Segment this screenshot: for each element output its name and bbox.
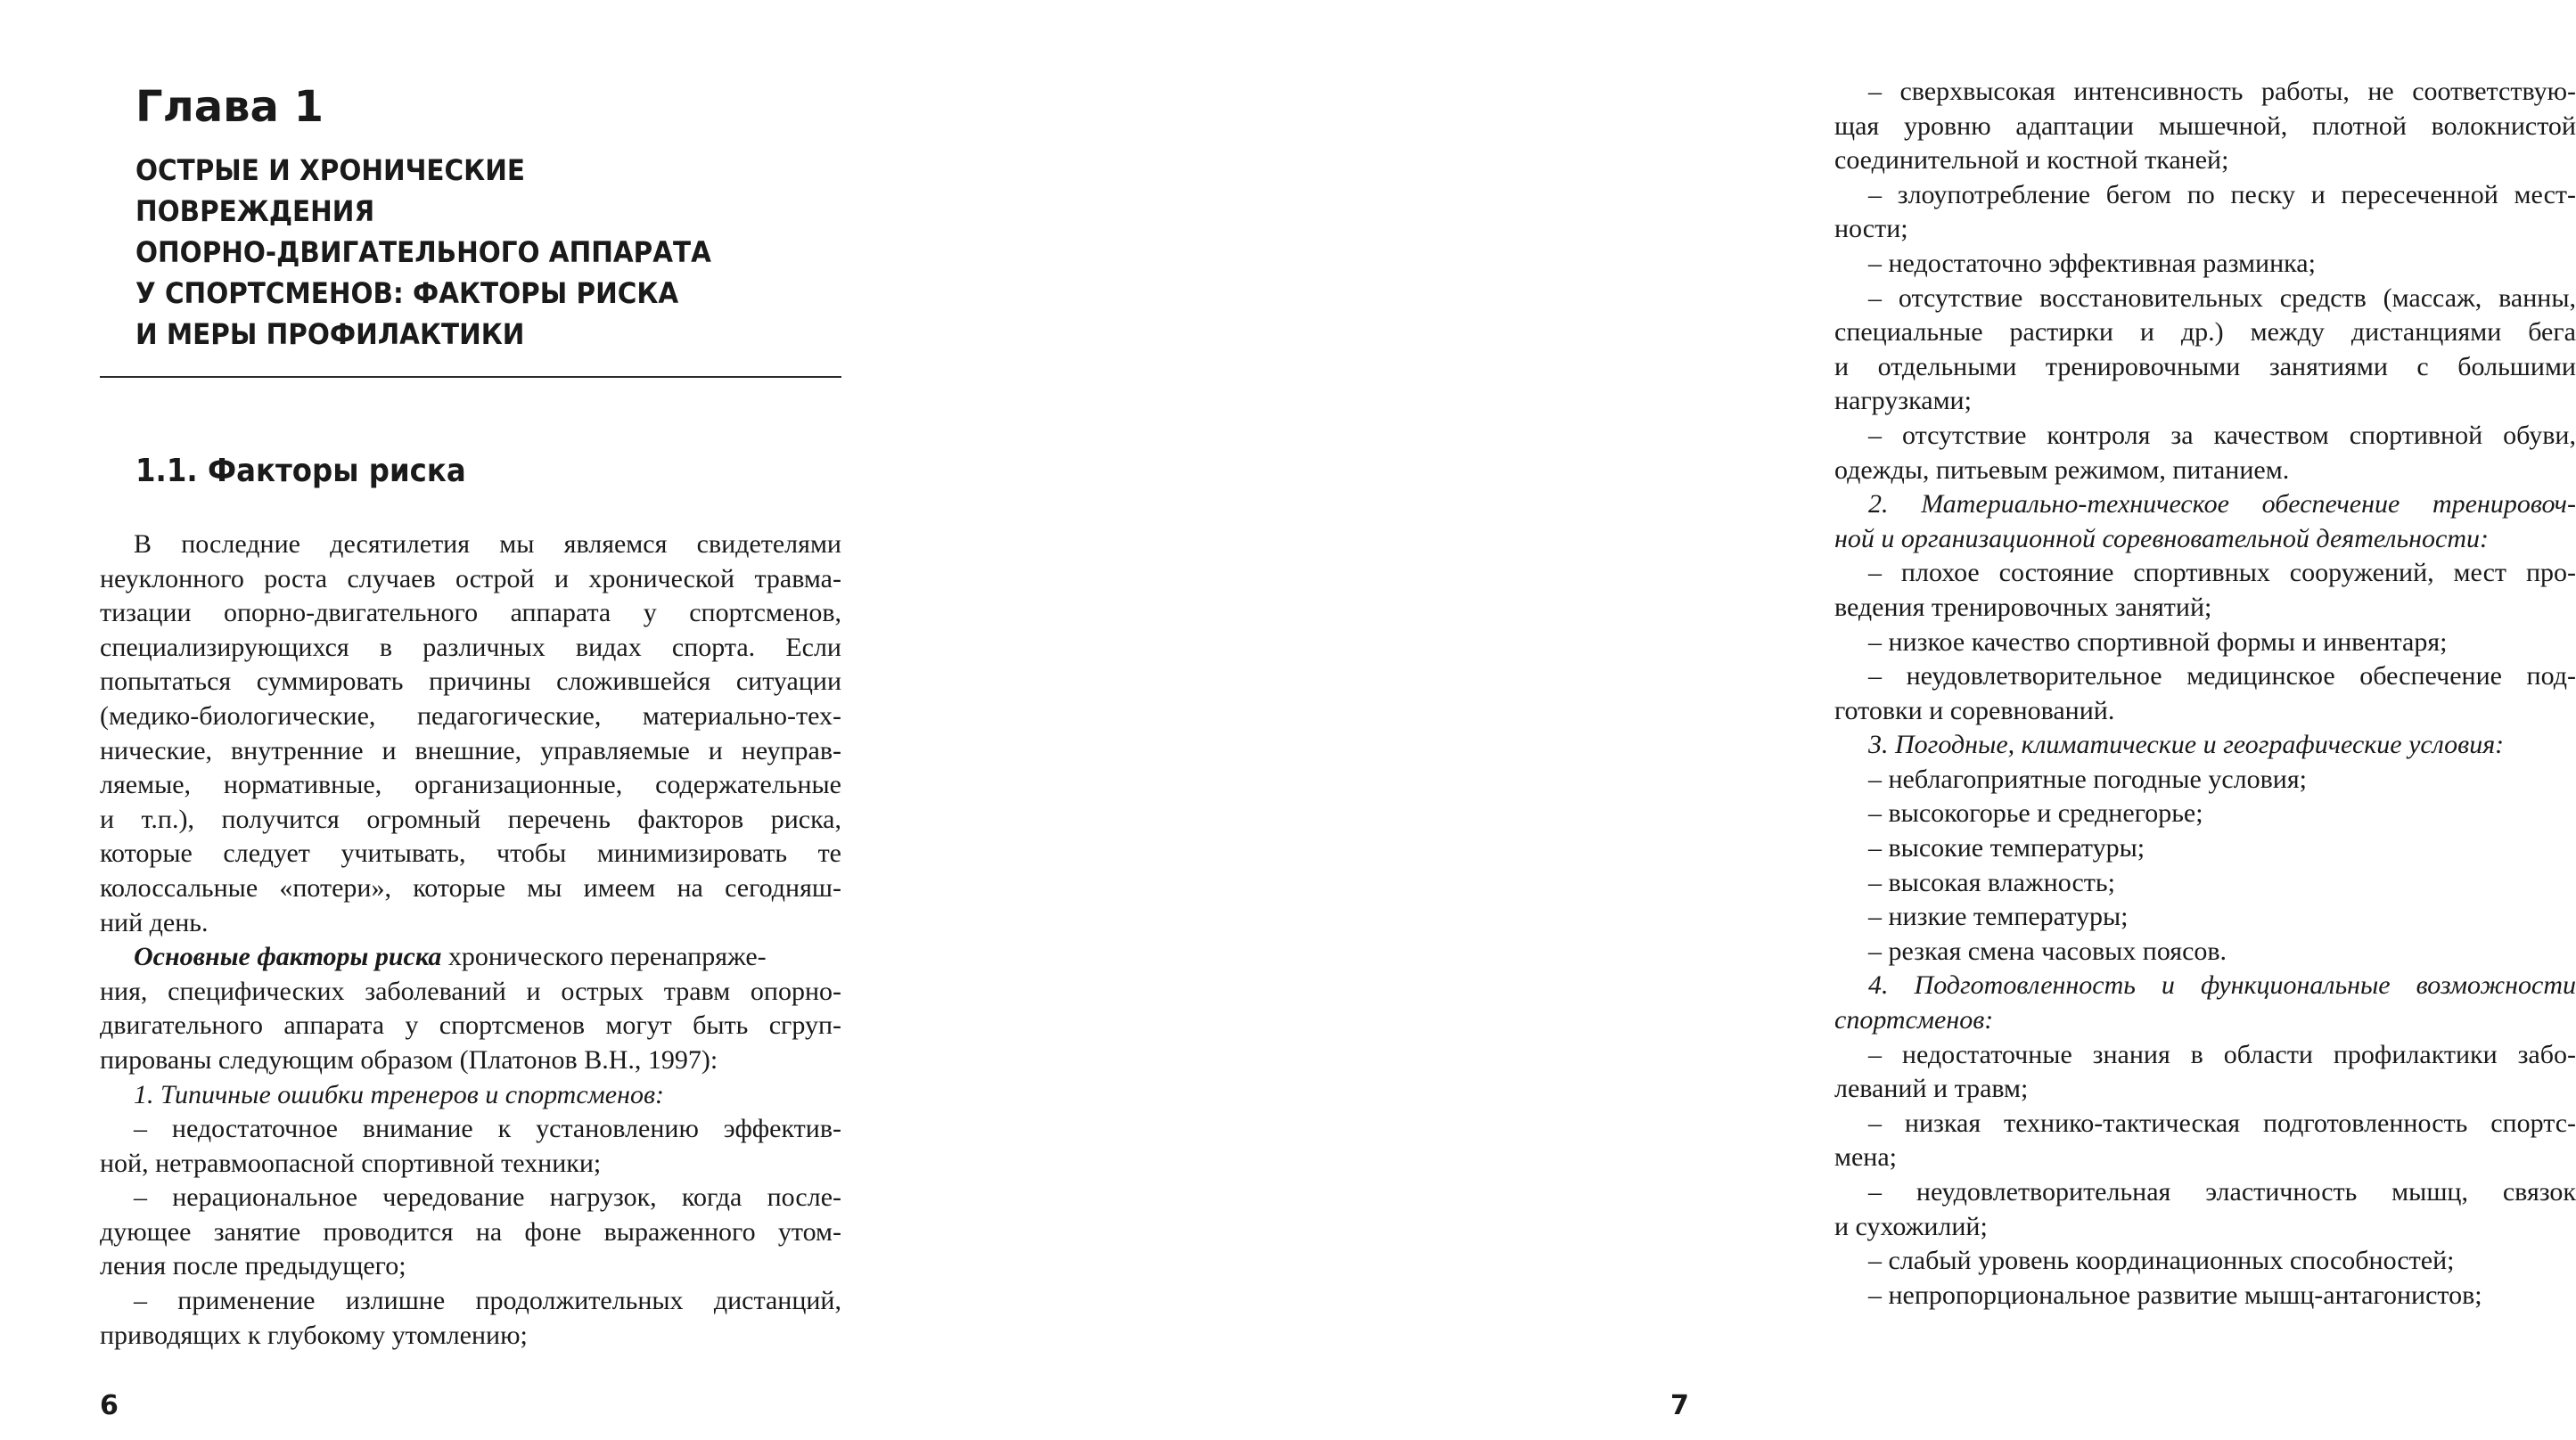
text-line: – плохое состояние спортивных сооружений, мест про- (1868, 558, 2576, 588)
text-line: ной, нетравмоопасной спортивной техники; (100, 1148, 602, 1178)
text-line: нические, внутренние и внешние, управляемые и неуправ- (100, 735, 841, 765)
text-line: ления после предыдущего; (100, 1251, 406, 1281)
text-line: ведения тренировочных занятий; (1834, 592, 2212, 622)
left-page (0, 0, 891, 1440)
text-line: – высокая влажность; (1868, 867, 2115, 897)
text-line: – высокие температуры; (1868, 833, 2145, 863)
text-line: и сухожилий; (1834, 1211, 1988, 1241)
right-page (891, 0, 2576, 1440)
text-line: – слабый уровень координационных способностей; (1868, 1246, 2455, 1276)
left-body-text (100, 528, 841, 1353)
text-line: неуклонного роста случаев острой и хронической травма- (100, 563, 841, 593)
text-line: двигательного аппарата у спортсменов могут быть сгруп- (100, 1010, 841, 1041)
text-line: ности; (1834, 214, 1908, 244)
text-line: нагрузками; (1834, 386, 1972, 416)
text-line: – неблагоприятные погодные условия; (1868, 764, 2307, 794)
chapter-title (135, 150, 775, 355)
text-line: одежды, питьевым режимом, питанием. (1834, 454, 2290, 485)
chapter-label: Глава 1 (135, 82, 324, 132)
emphasis-text: Основные факторы риска (134, 942, 442, 972)
text-line: – недостаточные знания в области профилактики забо- (1868, 1039, 2576, 1069)
text-line: пированы следующим образом (Платонов В.Н., 1997): (100, 1044, 718, 1075)
text-line: – низкое качество спортивной формы и инвентаря; (1868, 626, 2448, 657)
text-line: – недостаточное внимание к установлению эффектив- (134, 1114, 841, 1144)
text-line: – отсутствие восстановительных средств (массаж, ванны, (1868, 282, 2576, 313)
text-line: и отдельными тренировочными занятиями с большими (1834, 351, 2576, 381)
text-line: 3. Погодные, климатические и географические условия: (1868, 730, 2505, 760)
text-line: – отсутствие контроля за качеством спортивной обуви, (1868, 420, 2576, 450)
text-line: леваний и травм; (1834, 1074, 2029, 1104)
text-line: спортсменов: (1834, 1005, 1994, 1035)
text-line: (медико-биологические, педагогические, материально-тех- (100, 700, 841, 731)
text-line: специализирующихся в различных видах спорта. Если (100, 632, 841, 662)
text-line: – злоупотребление бегом по песку и пересеченной мест- (1868, 179, 2576, 209)
text-line: ния, специфических заболеваний и острых травм опорно- (100, 976, 841, 1006)
text-line: – сверхвысокая интенсивность работы, не соответствую- (1868, 77, 2576, 106)
text-line: – неудовлетворительная эластичность мышц, связок (1868, 1177, 2576, 1207)
text-line: ний день. (100, 907, 209, 937)
chapter-title-line: И МЕРЫ ПРОФИЛАКТИКИ (135, 317, 525, 351)
text-line: – неудовлетворительное медицинское обеспечение под- (1868, 661, 2576, 691)
text-line: ной и организационной соревновательной деятельности: (1834, 523, 2490, 553)
text-line: В последние десятилетия мы являемся свидетелями (134, 529, 841, 559)
text-fragment: хронического перенапряже- (441, 942, 767, 972)
text-line: соединительной и костной тканей; (1834, 145, 2229, 176)
chapter-title-line: ОСТРЫЕ И ХРОНИЧЕСКИЕ (135, 153, 525, 187)
text-line: специальные растирки и др.) между дистанциями бега (1834, 317, 2576, 348)
text-line: – высокогорье и среднегорье; (1868, 798, 2203, 829)
right-body-text (1834, 75, 2576, 1313)
text-line: – нерациональное чередование нагрузок, когда после- (134, 1182, 841, 1213)
text-line: готовки и соревнований. (1834, 695, 2115, 725)
text-line: – низкие температуры; (1868, 902, 2129, 932)
page-number: 7 (1670, 1390, 1689, 1421)
text-line: щая уровню адаптации мышечной, плотной волокнистой (1834, 110, 2576, 141)
text-line: мена; (1834, 1142, 1898, 1173)
text-line (100, 940, 841, 975)
page-number: 6 (100, 1390, 119, 1421)
text-line: которые следует учитывать, чтобы минимизировать те (100, 839, 841, 869)
text-line: колоссальные «потери», которые мы имеем на сегодняш- (100, 872, 841, 903)
text-line: ляемые, нормативные, организационные, содержательные (100, 770, 841, 800)
text-line: дующее занятие проводится на фоне выраженного утом- (100, 1216, 841, 1247)
title-divider (100, 376, 841, 378)
text-line: приводящих к глубокому утомлению; (100, 1320, 528, 1350)
text-line: и т.п.), получится огромный перечень факторов риска, (100, 804, 841, 834)
chapter-title-line: У СПОРТСМЕНОВ: ФАКТОРЫ РИСКА (135, 276, 679, 310)
text-line: – резкая смена часовых поясов. (1868, 936, 2227, 966)
chapter-title-line: ОПОРНО-ДВИГАТЕЛЬНОГО АППАРАТА (135, 235, 711, 269)
text-line: 4. Подготовленность и функциональные возможности (1868, 970, 2576, 1001)
chapter-title-line: ПОВРЕЖДЕНИЯ (135, 194, 375, 228)
text-line: 2. Материально-техническое обеспечение тренировоч- (1868, 489, 2576, 520)
text-line: – недостаточно эффективная разминка; (1868, 248, 2316, 278)
text-line: тизации опорно-двигательного аппарата у спортсменов, (100, 598, 841, 628)
text-line: попытаться суммировать причины сложившейся ситуации (100, 667, 841, 697)
section-heading: 1.1. Факторы риска (135, 453, 466, 489)
text-line: 1. Типичные ошибки тренеров и спортсменов: (134, 1079, 665, 1109)
text-line: – низкая технико-тактическая подготовленность спортс- (1868, 1108, 2576, 1138)
text-line: – применение излишне продолжительных дистанций, (134, 1286, 841, 1316)
text-line: – непропорциональное развитие мышц-антагонистов; (1868, 1280, 2482, 1310)
